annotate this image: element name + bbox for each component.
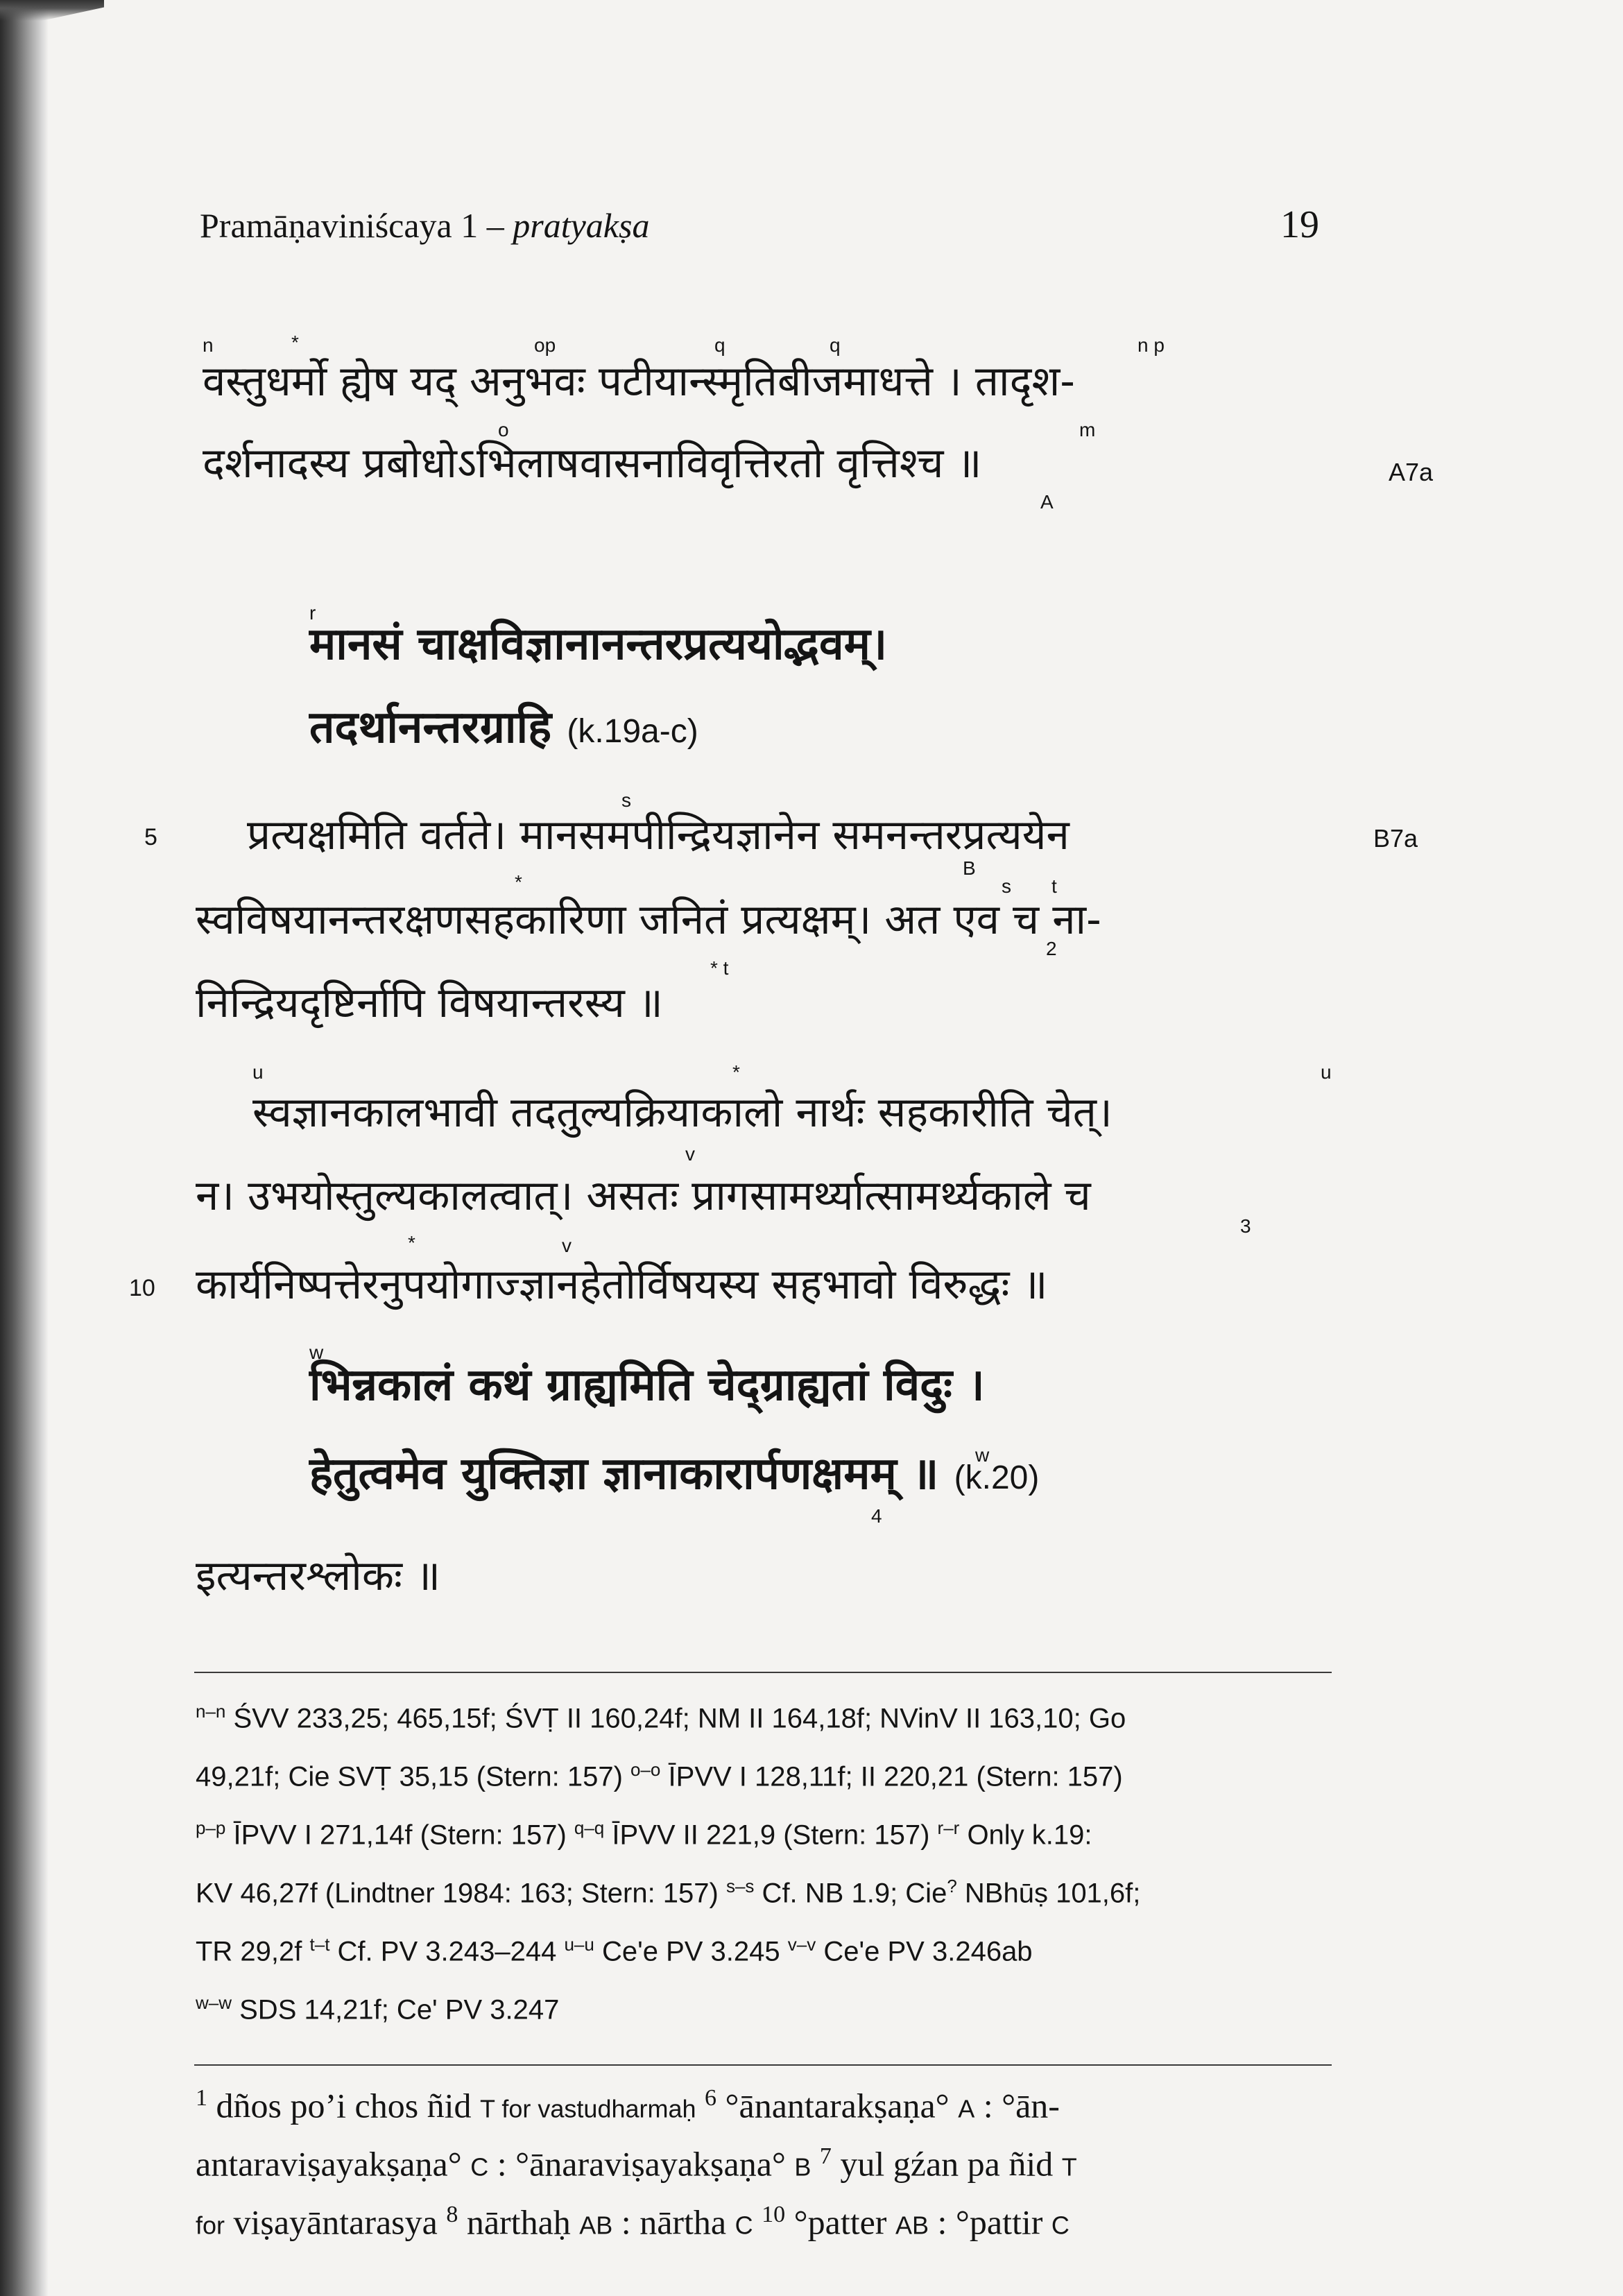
text-line-2: दर्शनादस्य प्रबोधोऽभिलाषवासनाविवृत्तिरतो वृत्तिश्च ॥ [203, 439, 982, 488]
margin-ref-b7a: B7a [1373, 824, 1418, 853]
siglum: B [963, 857, 976, 879]
text-line-3: प्रत्यक्षमिति वर्तते। मानसमपीन्द्रियज्ञानेन समनन्तरप्रत्ययेन [247, 811, 1070, 859]
siglum: u [252, 1061, 264, 1083]
siglum: * [408, 1232, 415, 1253]
apparatus-line-4: KV 46,27f (Lindtner 1984: 163; Stern: 157) $^{s-s}$ Cf. NB 1.9; Cie? NBhūṣ 101,6f; [196, 1876, 1141, 1909]
apparatus-line-1: $^{n-n}$ ŚVV 233,25; 465,15f; ŚVṬ II 160,24f; NM II 164,18f; NVinV II 163,10; Go [196, 1701, 1126, 1734]
verse-20-text: हेतुत्वमेव युक्तिज्ञा ज्ञानाकारार्पणक्षमम् ॥ [309, 1448, 939, 1500]
verse-19-line-2 [309, 695, 698, 755]
siglum: u [1321, 1061, 1332, 1083]
siglum: v [685, 1143, 695, 1165]
text-line-6: स्वज्ञानकालभावी तदतुल्यक्रियाकालो नार्थः सहकारीति चेत्। [252, 1088, 1113, 1137]
verse-19-line-1: मानसं चाक्षविज्ञानानन्तरप्रत्ययोद्भवम्। [309, 619, 888, 670]
apparatus-line-2: 49,21f; Cie SVṬ 35,15 (Stern: 157) $^{o-o}$ ĪPVV I 128,11f; II 220,21 (Stern: 157) [196, 1759, 1123, 1792]
apparatus-line-5: TR 29,2f $^{t-t}$ Cf. PV 3.243–244 $^{u-u}$ Ce'e PV 3.245 $^{v-v}$ Ce'e PV 3.246ab [196, 1934, 1033, 1967]
verse-20-line-1: भिन्नकालं कथं ग्राह्यमिति चेद्ग्राह्यतां विदुः । [309, 1360, 985, 1411]
apparatus-rule [194, 1672, 1332, 1673]
siglum: * [515, 871, 522, 893]
siglum: * [291, 332, 299, 353]
text-line-7: न। उभयोस्तुल्यकालत्वात्। असतः प्रागसामर्थ्यात्सामर्थ्यकाले च [196, 1172, 1091, 1220]
karika-ref: (k.19a-c) [567, 713, 698, 750]
siglum: s [1002, 875, 1011, 897]
siglum: o [498, 419, 509, 440]
siglum: A [1040, 491, 1054, 513]
siglum: 4 [871, 1505, 882, 1527]
text-line-5: निन्द्रियदृष्टिर्नापि विषयान्तरस्य ॥ [196, 979, 663, 1027]
siglum: op [534, 334, 556, 356]
siglum: r [309, 602, 316, 624]
siglum: 3 [1240, 1215, 1251, 1237]
siglum: q [714, 334, 725, 356]
siglum: q [830, 334, 841, 356]
verse-19-text: तदर्थानन्तरग्राहि [309, 702, 552, 753]
karika-ref: (k.20) [954, 1459, 1040, 1496]
text-line-1: वस्तुधर्मो ह्येष यद् अनुभवः पटीयान्स्मृतिबीजमाधत्ते । तादृश- [203, 357, 1075, 406]
siglum: * t [710, 957, 729, 979]
page-corner-shadow [0, 0, 104, 21]
siglum: w [309, 1342, 324, 1363]
text-line-9: इत्यन्तरश्लोकः ॥ [196, 1552, 441, 1600]
apparatus-line-3: $^{p-p}$ ĪPVV I 271,14f (Stern: 157) $^{q-q}$ ĪPVV II 221,9 (Stern: 157) $^{r-r}$ Only k.19: [196, 1817, 1092, 1851]
page-number: 19 [1280, 203, 1319, 246]
siglum: s [621, 789, 631, 811]
siglum: m [1079, 419, 1096, 440]
siglum: n p [1137, 334, 1165, 356]
margin-ref-a7a: A7a [1389, 458, 1434, 486]
siglum: t [1051, 875, 1057, 897]
footnote-line-1: $^1$ dños po’i chos ñid T for vastudharmaḥ $^6$ °ānantarakṣaṇa° A : °ān- [196, 2085, 1060, 2125]
siglum: 2 [1046, 938, 1057, 959]
line-number-5: 5 [144, 824, 157, 850]
footnote-line-3: for viṣayāntarasya $^8$ nārthaḥ AB : nārtha C $^{10}$ °patter AB : °pattir C [196, 2202, 1070, 2242]
siglum: * [732, 1061, 740, 1083]
verse-20-line-2 [309, 1441, 1039, 1502]
running-header: Pramāṇaviniścaya 1 – pratyakṣa [200, 206, 650, 245]
apparatus-line-6: $^{w-w}$ SDS 14,21f; Ce' PV 3.247 [196, 1992, 560, 2025]
siglum: n [203, 334, 214, 356]
siglum: v [562, 1235, 572, 1256]
footnote-line-2: antaraviṣayakṣaṇa° C : °ānaraviṣayakṣaṇa° B $^7$ yul gźan pa ñid T [196, 2143, 1077, 2184]
book-binding-shadow [0, 0, 49, 2296]
text-line-4: स्वविषयानन्तरक्षणसहकारिणा जनितं प्रत्यक्षम्। अत एव च ना- [196, 896, 1101, 944]
siglum: w [975, 1444, 990, 1466]
text-line-8: कार्यनिष्पत्तेरनुपयोगाज्ज्ञानहेतोर्विषयस्य सहभावो विरुद्धः ॥ [196, 1260, 1048, 1309]
footnote-rule [194, 2064, 1332, 2066]
line-number-10: 10 [129, 1275, 155, 1301]
